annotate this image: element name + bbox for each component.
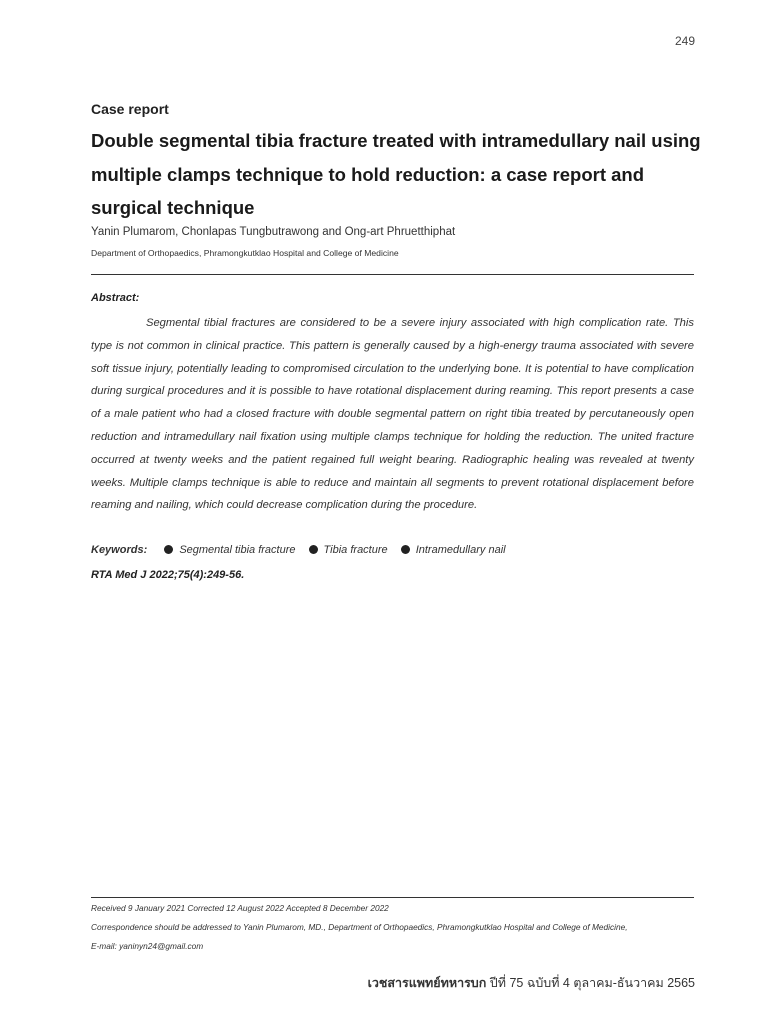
keyword-item: Segmental tibia fracture: [179, 544, 296, 556]
journal-issue: ปีที่ 75 ฉบับที่ 4 ตุลาคม-ธันวาคม 2565: [489, 976, 695, 990]
header-divider: [91, 274, 694, 275]
bullet-icon: [309, 545, 318, 554]
abstract-heading: Abstract:: [91, 292, 140, 304]
journal-name: เวชสารแพทย์ทหารบก: [367, 976, 487, 990]
journal-footer: [368, 973, 695, 993]
article-title: Double segmental tibia fracture treated with intramedullary nail using multiple clamps technique to hold reduction: a case report and surgical technique: [91, 130, 701, 218]
keyword-item: Intramedullary nail: [415, 544, 506, 556]
footnote-dates: Received 9 January 2021 Corrected 12 August 2022 Accepted 8 December 2022: [91, 903, 389, 913]
bullet-icon: [401, 545, 410, 554]
keywords-label: Keywords:: [91, 544, 148, 556]
footnote-divider: [91, 897, 694, 898]
keyword-item: Tibia fracture: [323, 544, 388, 556]
page-number: 249: [674, 34, 695, 48]
abstract-body: Segmental tibial fractures are considered to be a severe injury associated with high complication rate. This type is not common in clinical practice. This pattern is generally caused by a high-energy trauma associated with severe soft tissue injury, potentially leading to compromised circulation to the underlying bone. It is potential to have complication during surgical procedures and it is possible to have rotational displacement during reaming. This report presents a case of a male patient who had a closed fracture with double segmental pattern on right tibia treated by percutaneously open reduction and intramedullary nail fixation using multiple clamps technique for holding the reduction. The united fracture occurred at twenty weeks and the patient regained full weight bearing. Radiographic healing was revealed at twenty weeks. Multiple clamps technique is able to reduce and maintain all segments to prevent rotational displacement before reaming and nailing, which could decrease complication during the procedure.: [91, 317, 694, 512]
bullet-icon: [164, 545, 173, 554]
footnote-correspondence: Correspondence should be addressed to Yanin Plumarom, MD., Department of Orthopaedics, Phramongkutklao Hospital and College of Medicine,: [91, 922, 628, 932]
citation: RTA Med J 2022;75(4):249-56.: [91, 569, 245, 581]
affiliation: Department of Orthopaedics, Phramongkutklao Hospital and College of Medicine: [91, 248, 399, 258]
keywords-line: [91, 544, 516, 556]
footnote-email: E-mail: yaninyn24@gmail.com: [91, 941, 204, 951]
section-label: Case report: [91, 101, 169, 117]
authors: Yanin Plumarom, Chonlapas Tungbutrawong and Ong-art Phruetthiphat: [91, 226, 456, 238]
